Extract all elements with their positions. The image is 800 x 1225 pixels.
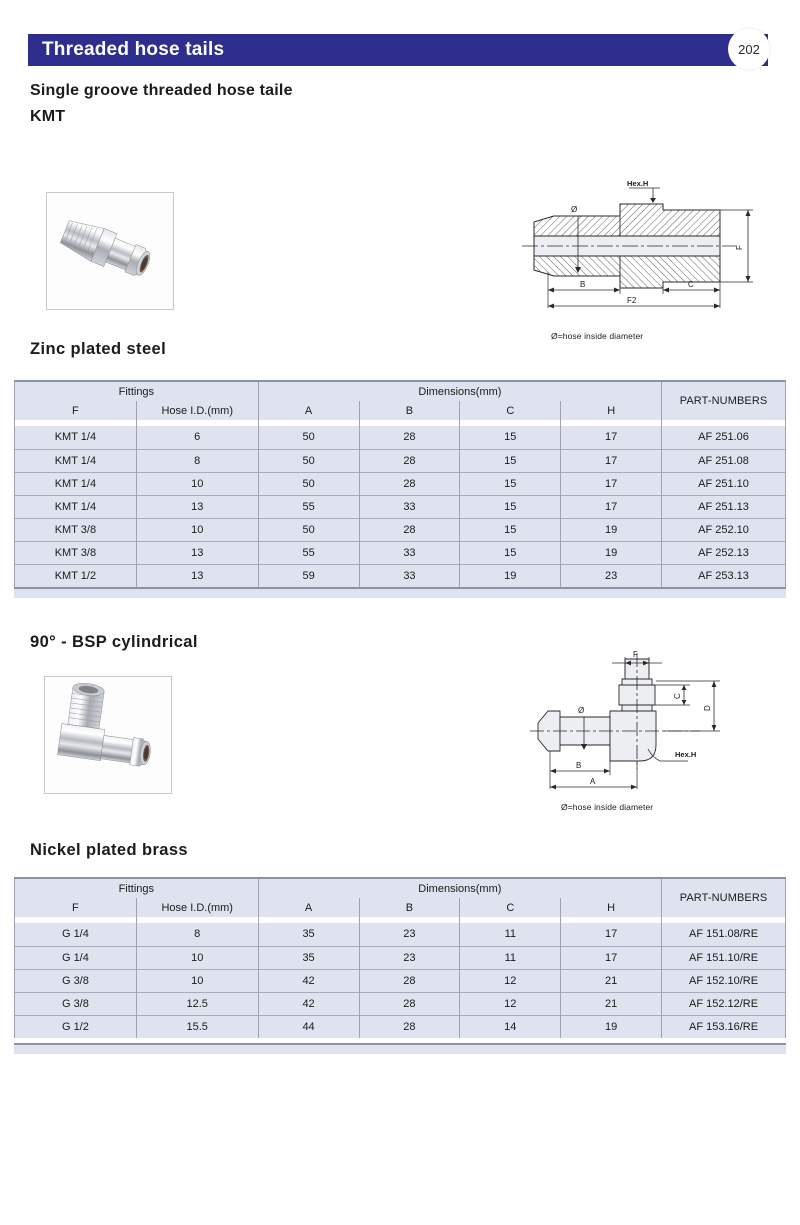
- table1-body: [15, 426, 786, 587]
- cell-c: 11: [460, 923, 561, 946]
- cell-f: KMT 1/4: [15, 495, 137, 518]
- label-f: F: [735, 245, 744, 250]
- cell-h: 17: [561, 946, 662, 969]
- cell-c: 15: [460, 449, 561, 472]
- th-dimensions: Dimensions(mm): [258, 879, 661, 898]
- cell-h: 23: [561, 564, 662, 587]
- table2-footer-strip: [14, 1045, 786, 1054]
- cell-part: AF 253.13: [662, 564, 786, 587]
- cell-a: 35: [258, 923, 359, 946]
- cell-b: 28: [359, 992, 460, 1015]
- cell-a: 42: [258, 992, 359, 1015]
- table-row: [15, 992, 786, 1015]
- label-b-elbow: B: [576, 761, 582, 770]
- cell-h: 17: [561, 426, 662, 449]
- cell-hose: 12.5: [136, 992, 258, 1015]
- th-hose-id: Hose I.D.(mm): [136, 401, 258, 420]
- cell-a: 44: [258, 1015, 359, 1038]
- cell-f: KMT 1/4: [15, 449, 137, 472]
- th-c: C: [460, 898, 561, 917]
- cell-a: 50: [258, 426, 359, 449]
- technical-drawing-straight: [508, 176, 776, 316]
- cell-b: 28: [359, 426, 460, 449]
- cell-h: 19: [561, 1015, 662, 1038]
- table-row: [15, 1015, 786, 1038]
- table-row: [15, 495, 786, 518]
- th-a: A: [258, 401, 359, 420]
- cell-c: 15: [460, 541, 561, 564]
- cell-part: AF 151.10/RE: [662, 946, 786, 969]
- cell-h: 19: [561, 541, 662, 564]
- cell-f: G 1/2: [15, 1015, 137, 1038]
- cell-hose: 10: [136, 946, 258, 969]
- cell-b: 33: [359, 541, 460, 564]
- table-row: [15, 426, 786, 449]
- cell-b: 28: [359, 449, 460, 472]
- page-title: Threaded hose tails: [42, 39, 225, 60]
- section-heading-zinc: Zinc plated steel: [30, 340, 167, 358]
- cell-part: AF 252.10: [662, 518, 786, 541]
- cell-h: 17: [561, 472, 662, 495]
- cell-h: 21: [561, 992, 662, 1015]
- cell-b: 33: [359, 495, 460, 518]
- cell-c: 14: [460, 1015, 561, 1038]
- cell-hose: 10: [136, 472, 258, 495]
- cell-h: 19: [561, 518, 662, 541]
- th-part-numbers: PART-NUMBERS: [662, 382, 786, 420]
- cell-a: 55: [258, 495, 359, 518]
- label-c: C: [688, 280, 694, 289]
- th-f: F: [15, 401, 137, 420]
- cell-part: AF 251.08: [662, 449, 786, 472]
- table-row: [15, 923, 786, 946]
- cell-part: AF 151.08/RE: [662, 923, 786, 946]
- label-c-elbow: C: [673, 693, 682, 699]
- cell-f: KMT 3/8: [15, 541, 137, 564]
- cell-a: 55: [258, 541, 359, 564]
- cell-c: 11: [460, 946, 561, 969]
- cell-a: 42: [258, 969, 359, 992]
- cell-f: KMT 3/8: [15, 518, 137, 541]
- cell-f: KMT 1/4: [15, 426, 137, 449]
- cell-c: 15: [460, 426, 561, 449]
- th-b: B: [359, 898, 460, 917]
- drawing-caption-straight: Ø=hose inside diameter: [551, 331, 644, 341]
- section-heading-bsp: 90° - BSP cylindrical: [30, 633, 198, 651]
- cell-f: G 3/8: [15, 992, 137, 1015]
- th-hose-id: Hose I.D.(mm): [136, 898, 258, 917]
- table-row: [15, 449, 786, 472]
- table-zinc-plated-steel: [14, 382, 786, 587]
- cell-part: AF 153.16/RE: [662, 1015, 786, 1038]
- product-subtitle: Single groove threaded hose taile: [30, 82, 293, 99]
- cell-hose: 13: [136, 495, 258, 518]
- table2-body: [15, 923, 786, 1038]
- cell-f: G 1/4: [15, 923, 137, 946]
- label-a-elbow: A: [590, 777, 596, 786]
- cell-hose: 15.5: [136, 1015, 258, 1038]
- cell-b: 28: [359, 472, 460, 495]
- cell-f: G 1/4: [15, 946, 137, 969]
- cell-a: 59: [258, 564, 359, 587]
- th-f: F: [15, 898, 137, 917]
- technical-drawing-elbow: [524, 645, 768, 795]
- cell-c: 12: [460, 969, 561, 992]
- cell-part: AF 251.10: [662, 472, 786, 495]
- cell-f: KMT 1/2: [15, 564, 137, 587]
- table1-footer-strip: [14, 589, 786, 598]
- cell-b: 28: [359, 969, 460, 992]
- cell-b: 28: [359, 518, 460, 541]
- table-row: [15, 541, 786, 564]
- th-part-numbers: PART-NUMBERS: [662, 879, 786, 917]
- label-hex-h-elbow: Hex.H: [675, 750, 697, 759]
- cell-f: KMT 1/4: [15, 472, 137, 495]
- cell-b: 28: [359, 1015, 460, 1038]
- cell-part: AF 252.13: [662, 541, 786, 564]
- cell-hose: 6: [136, 426, 258, 449]
- th-dimensions: Dimensions(mm): [258, 382, 661, 401]
- drawing-caption-elbow: Ø=hose inside diameter: [561, 802, 654, 812]
- cell-a: 50: [258, 518, 359, 541]
- table-row: [15, 472, 786, 495]
- th-b: B: [359, 401, 460, 420]
- cell-h: 17: [561, 495, 662, 518]
- label-diameter-elbow: Ø: [578, 706, 585, 715]
- cell-b: 23: [359, 923, 460, 946]
- product-photo-straight: [46, 192, 174, 310]
- th-h: H: [561, 401, 662, 420]
- cell-part: AF 152.10/RE: [662, 969, 786, 992]
- banner-bar: [28, 34, 768, 66]
- label-b: B: [580, 280, 586, 289]
- cell-f: G 3/8: [15, 969, 137, 992]
- label-f-elbow: F: [633, 650, 638, 659]
- table-row: [15, 518, 786, 541]
- th-fittings: Fittings: [15, 879, 259, 898]
- cell-h: 21: [561, 969, 662, 992]
- cell-c: 15: [460, 472, 561, 495]
- table-row: [15, 564, 786, 587]
- cell-b: 23: [359, 946, 460, 969]
- product-photo-elbow: [44, 676, 172, 794]
- table-row: [15, 969, 786, 992]
- cell-c: 12: [460, 992, 561, 1015]
- th-a: A: [258, 898, 359, 917]
- page-number-badge: 202: [728, 28, 770, 70]
- cell-hose: 8: [136, 923, 258, 946]
- label-hex-h: Hex.H: [627, 179, 649, 188]
- cell-part: AF 251.13: [662, 495, 786, 518]
- cell-c: 15: [460, 495, 561, 518]
- product-code: KMT: [30, 108, 66, 125]
- label-d-elbow: D: [703, 705, 712, 711]
- cell-hose: 13: [136, 541, 258, 564]
- cell-hose: 8: [136, 449, 258, 472]
- cell-b: 33: [359, 564, 460, 587]
- cell-a: 35: [258, 946, 359, 969]
- cell-a: 50: [258, 472, 359, 495]
- cell-c: 15: [460, 518, 561, 541]
- cell-part: AF 251.06: [662, 426, 786, 449]
- label-f2: F2: [627, 296, 637, 305]
- th-h: H: [561, 898, 662, 917]
- section-heading-brass: Nickel plated brass: [30, 841, 189, 859]
- cell-h: 17: [561, 449, 662, 472]
- table-row: [15, 946, 786, 969]
- cell-hose: 10: [136, 518, 258, 541]
- cell-part: AF 152.12/RE: [662, 992, 786, 1015]
- cell-hose: 10: [136, 969, 258, 992]
- page-banner: [0, 34, 800, 68]
- cell-a: 50: [258, 449, 359, 472]
- th-fittings: Fittings: [15, 382, 259, 401]
- th-c: C: [460, 401, 561, 420]
- cell-hose: 13: [136, 564, 258, 587]
- table-nickel-plated-brass: [14, 879, 786, 1038]
- cell-c: 19: [460, 564, 561, 587]
- label-diameter: Ø: [571, 205, 578, 214]
- cell-h: 17: [561, 923, 662, 946]
